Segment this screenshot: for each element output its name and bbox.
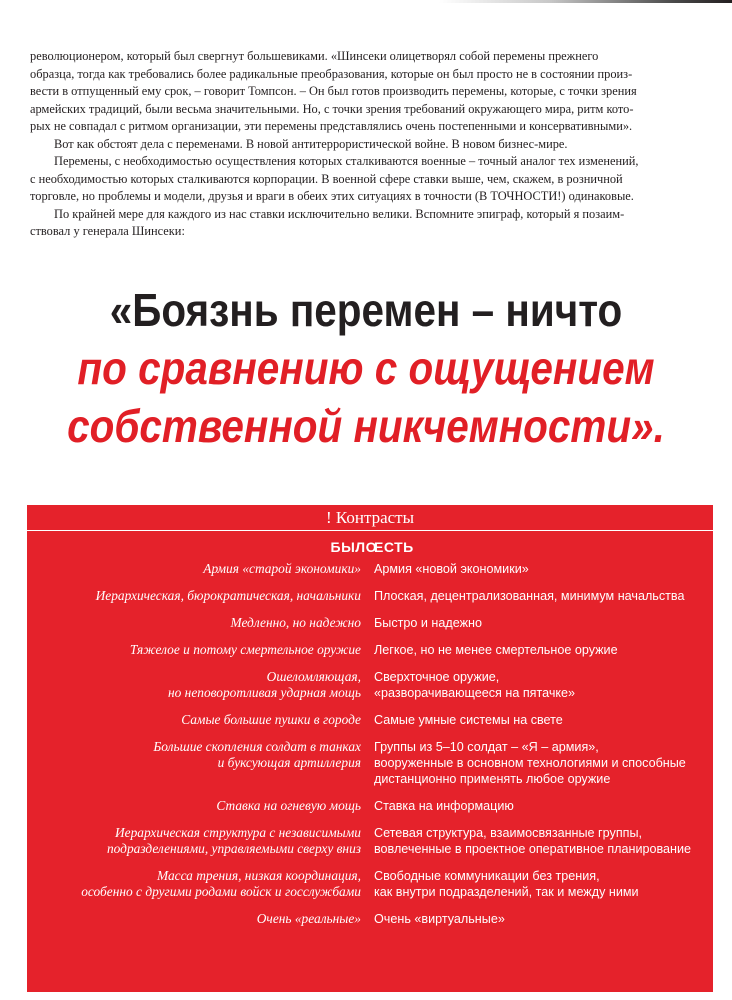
was-text: Тяжелое и потому смертельное оружие — [129, 642, 361, 657]
was-cell — [31, 911, 361, 927]
paragraph-3 — [30, 153, 714, 206]
now-text: Очень «виртуальные» — [374, 912, 505, 926]
now-cell — [374, 911, 709, 927]
text-line: По крайней мере для каждого из нас ставки исключительно велики. Вспомните эпиграф, который я позаим- — [54, 206, 625, 221]
was-text: Масса трения, низкая координация, — [156, 868, 361, 883]
text-line: армейских традиций, были весьма значительными. Но, с точки зрения требований окружающего мира, ритм кото- — [30, 101, 634, 116]
was-cell — [31, 588, 361, 604]
was-text: Иерархическая, бюрократическая, начальники — [95, 588, 361, 603]
now-text: Армия «новой экономики» — [374, 562, 529, 576]
now-cell — [374, 825, 709, 857]
was-cell — [31, 798, 361, 814]
pull-quote-line-2: по сравнению с ощущением — [77, 342, 655, 394]
pull-quote-line-1: «Боязнь перемен – ничто — [109, 284, 623, 336]
top-edge-bar — [0, 0, 732, 3]
now-text: Свободные коммуникации без трения, — [374, 869, 600, 883]
was-cell — [31, 825, 361, 857]
column-header-now: ЕСТЬ — [374, 539, 414, 555]
text-line: Перемены, с необходимостью осуществления которых сталкиваются военные – точный аналог тех изменений, — [54, 154, 639, 168]
now-cell — [374, 739, 709, 787]
now-text: вовлеченные в проектное оперативное планирование — [374, 842, 692, 856]
article-body — [30, 48, 714, 241]
was-cell — [31, 615, 361, 631]
column-header-was: БЫЛО — [330, 539, 377, 555]
contrasts-title: ! Контрасты — [27, 503, 713, 531]
text-line: революционером, который был свергнут большевиками. «Шинсеки олицетворял собой перемены прежнего — [30, 49, 599, 63]
now-text: дистанционно применять любое оружие — [374, 772, 611, 786]
now-cell — [374, 669, 709, 701]
text-line: рых не совпадал с ритмом организации, эти перемены представлялись очень постепенными и консервативными». — [30, 119, 633, 133]
was-text: и буксующая артиллерия — [217, 755, 361, 770]
now-cell — [374, 712, 709, 728]
text-line: с необходимостью которых сталкиваются корпорации. В военной сфере ставки выше, чем, скажем, в розничной — [30, 171, 623, 186]
text-line: Вот как обстоят дела с переменами. В новой антитеррористической войне. В новом бизнес-мире. — [54, 136, 568, 151]
now-text: вооруженные в основном технологиями и способные — [374, 756, 686, 770]
paragraph-2 — [30, 136, 714, 154]
now-cell — [374, 615, 709, 631]
was-text: Ошеломляющая, — [266, 669, 361, 684]
pull-quote-line-3: собственной никчемности». — [67, 400, 665, 452]
was-text: Самые большие пушки в городе — [181, 712, 361, 727]
was-cell — [31, 712, 361, 728]
now-cell — [374, 798, 709, 814]
was-text: но неповоротливая ударная мощь — [167, 685, 361, 700]
was-text: Иерархическая структура с независимыми — [115, 825, 361, 840]
was-text: Армия «старой экономики» — [203, 561, 361, 576]
was-text: Медленно, но надежно — [230, 615, 361, 630]
contrasts-table — [27, 503, 713, 992]
text-line: ствовал у генерала Шинсеки: — [30, 224, 185, 238]
now-text: Группы из 5–10 солдат – «Я – армия», — [374, 740, 599, 754]
now-text: Быстро и надежно — [374, 616, 482, 630]
now-text: Плоская, децентрализованная, минимум начальства — [374, 589, 685, 603]
was-cell — [31, 642, 361, 658]
now-text: Самые умные системы на свете — [374, 713, 563, 727]
was-text: Большие скопления солдат в танках — [153, 739, 361, 754]
was-cell — [31, 561, 361, 577]
was-text: особенно с другими родами войск и госслужбами — [81, 884, 361, 899]
now-text: «разворачивающееся на пятачке» — [374, 686, 576, 700]
was-cell — [31, 739, 361, 771]
text-line: торговле, но проблемы и модели, друзья и враги в обеих этих ситуациях в точности (В ТОЧНОСТИ!) одинаковые. — [30, 189, 634, 203]
was-text: Очень «реальные» — [256, 911, 361, 926]
was-text: подразделениями, управляемыми сверху вниз — [106, 841, 361, 856]
paragraph-1 — [30, 48, 714, 136]
now-cell — [374, 642, 709, 658]
now-cell — [374, 561, 709, 577]
now-cell — [374, 588, 709, 604]
text-line: образца, тогда как требовались более радикальные преобразования, которые он был просто не в состоянии произ- — [30, 66, 633, 81]
now-text: Ставка на информацию — [374, 799, 514, 813]
was-text: Ставка на огневую мощь — [216, 798, 361, 813]
now-text: Сверхточное оружие, — [374, 670, 500, 684]
text-line: вести в отпущенный ему срок, – говорит Томпсон. – Он был готов производить перемены, которые, с точки зрения — [30, 84, 637, 98]
was-cell — [31, 669, 361, 701]
now-text: Сетевая структура, взаимосвязанные группы, — [374, 826, 643, 840]
now-cell — [374, 868, 709, 900]
now-text: как внутри подразделений, так и между ними — [374, 885, 639, 899]
now-text: Легкое, но не менее смертельное оружие — [374, 643, 618, 657]
was-cell — [31, 868, 361, 900]
paragraph-4 — [30, 206, 714, 241]
